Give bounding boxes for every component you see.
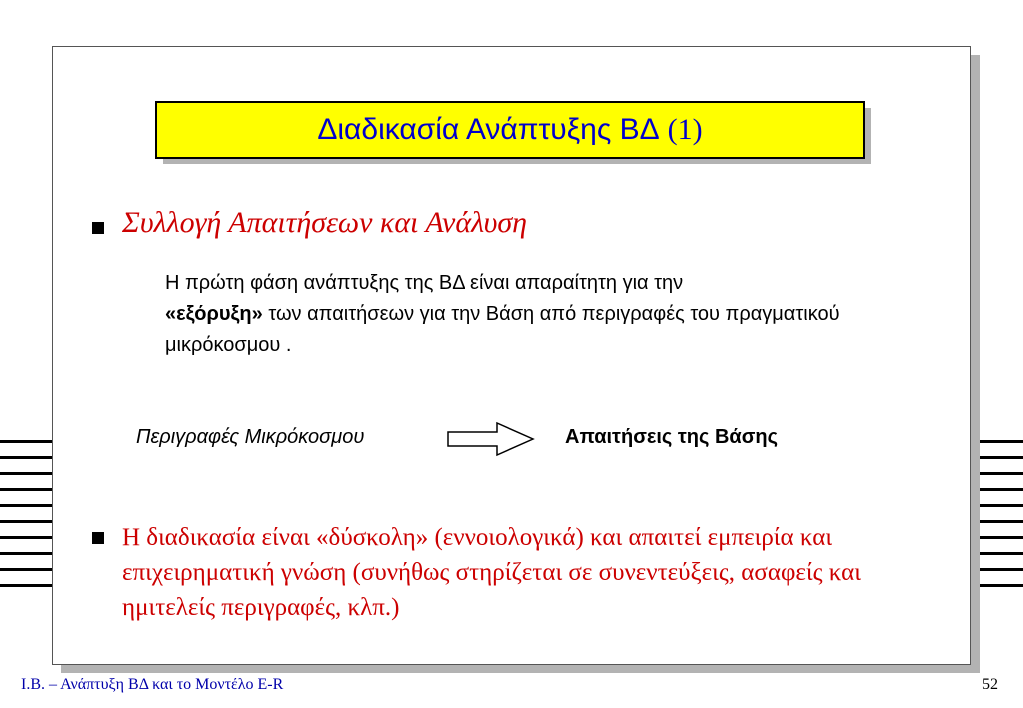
slide-title-number: (1) bbox=[667, 113, 703, 146]
section-heading: Συλλογή Απαιτήσεων και Ανάλυση bbox=[122, 206, 528, 239]
right-arrow-icon bbox=[447, 421, 537, 457]
intro-paragraph bbox=[165, 268, 925, 361]
left-stripes bbox=[0, 440, 52, 600]
second-bullet-text: Η διαδικασία είναι «δύσκολη» (εννοιολογικά) και απαιτεί εμπειρία και επιχειρηματική γνώση (συνήθως στηρίζεται σε συνεντεύξεις, ασαφείς και ημιτελείς περιγραφές, κλπ.) bbox=[122, 524, 861, 621]
title-box bbox=[155, 101, 865, 159]
flow-source: Περιγραφές Μικρόκοσμου bbox=[136, 426, 365, 448]
flow-target: Απαιτήσεις της Βάσης bbox=[565, 426, 779, 448]
bullet-square-icon bbox=[92, 532, 104, 544]
slide-title: Διαδικασία Ανάπτυξης ΒΔ bbox=[317, 113, 660, 146]
bullet-square-icon bbox=[92, 222, 104, 234]
footer-title: Ι.Β. – Ανάπτυξη ΒΔ και το Μοντέλο Ε-R bbox=[21, 676, 284, 693]
page-number: 52 bbox=[982, 676, 998, 693]
paragraph-part1: Η πρώτη φάση ανάπτυξης της ΒΔ είναι απαραίτητη για την bbox=[165, 272, 684, 294]
paragraph-bold: «εξόρυξη» bbox=[165, 303, 263, 325]
paragraph-part2: των απαιτήσεων για την Βάση από περιγραφές του πραγματικού μικρόκοσμου . bbox=[165, 303, 840, 356]
